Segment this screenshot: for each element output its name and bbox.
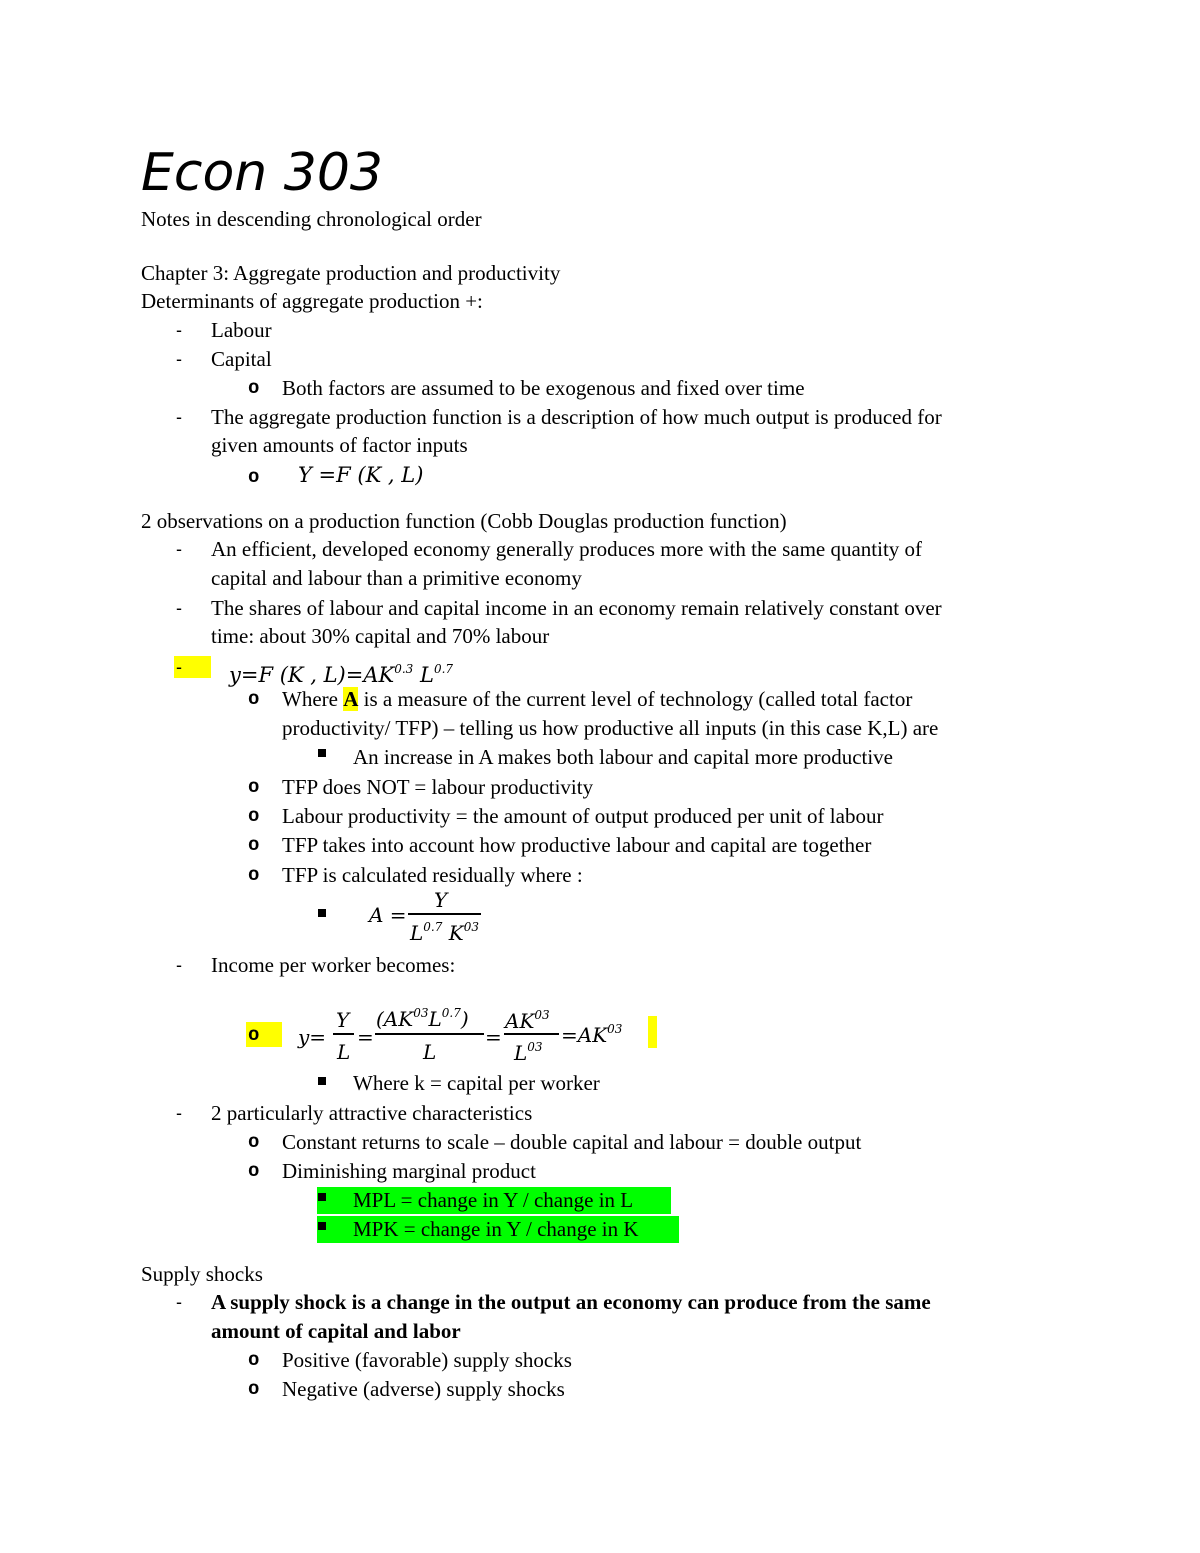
dash-bullet: - (176, 539, 182, 559)
fraction-bar (408, 913, 481, 915)
o-bullet: o (248, 466, 260, 488)
determinant-labour: Labour (211, 318, 272, 342)
dash-bullet: - (176, 955, 182, 975)
where-a-line1: Where A is a measure of the current level of technology (called total factor (282, 687, 913, 711)
page-title: Econ 303 (141, 143, 383, 203)
apf-description-line1: The aggregate production function is a description of how much output is produced for (211, 405, 942, 429)
apf-formula: Y =F (K , L) (298, 463, 424, 487)
o-bullet: o (248, 688, 260, 710)
chapter-heading: Chapter 3: Aggregate production and productivity (141, 261, 561, 285)
ipw-f3-num: AK$^{03}$ (505, 1008, 550, 1033)
highlight-mark (648, 1016, 657, 1048)
square-bullet (318, 909, 326, 917)
ipw-f2-num: $(AK^{03}L^{0.7})$ (376, 1006, 469, 1031)
o-bullet: o (248, 1131, 260, 1153)
ipw-f3-den: $L^{03}$ (514, 1040, 543, 1065)
o-bullet: o (248, 1160, 260, 1182)
observations-heading: 2 observations on a production function (Cobb Douglas production function) (141, 509, 787, 533)
dash-bullet: - (176, 349, 182, 369)
mpk-definition: MPK = change in Y / change in K (353, 1217, 639, 1241)
determinant-capital: Capital (211, 347, 272, 371)
tfp-formula-lhs: A = (369, 903, 407, 927)
observation-1-line2: capital and labour than a primitive economy (211, 566, 582, 590)
o-bullet: o (248, 377, 260, 399)
ipw-eq: = (485, 1025, 502, 1049)
square-bullet (318, 1193, 326, 1201)
square-bullet (318, 1077, 326, 1085)
tfp-formula-numerator: Y (434, 888, 448, 912)
fraction-bar (375, 1033, 484, 1035)
dash-bullet: - (176, 1292, 182, 1312)
square-bullet (318, 1222, 326, 1230)
supply-shock-negative: Negative (adverse) supply shocks (282, 1377, 565, 1401)
observation-2-line1: The shares of labour and capital income in an economy remain relatively constant over (211, 596, 942, 620)
diminishing-product-note: Diminishing marginal product (282, 1159, 536, 1183)
income-per-worker-heading: Income per worker becomes: (211, 953, 456, 977)
fraction-bar (504, 1033, 559, 1035)
o-bullet: o (248, 776, 260, 798)
subtitle: Notes in descending chronological order (141, 207, 482, 231)
where-k-note: Where k = capital per worker (353, 1071, 600, 1095)
observation-1-line1: An efficient, developed economy generally produces more with the same quantity of (211, 537, 923, 561)
dash-bullet: - (176, 320, 182, 340)
cobb-douglas-formula: y=F (K , $L)=AK^{0.3}$ $L^{0.7}$ (229, 662, 454, 687)
supply-shock-positive: Positive (favorable) supply shocks (282, 1348, 572, 1372)
square-bullet (318, 749, 326, 757)
determinants-heading: Determinants of aggregate production +: (141, 289, 483, 313)
o-bullet: o (248, 864, 260, 886)
o-bullet: o (248, 1349, 260, 1371)
dash-bullet: - (176, 598, 182, 618)
attractive-heading: 2 particularly attractive characteristics (211, 1101, 533, 1125)
dash-bullet: - (176, 407, 182, 427)
tfp-point-1: TFP does NOT = labour productivity (282, 775, 594, 799)
tfp-point-4: TFP is calculated residually where : (282, 863, 583, 887)
o-bullet: o (248, 834, 260, 856)
ipw-f2-den: L (423, 1040, 437, 1064)
o-bullet: o (248, 1024, 260, 1046)
ipw-f1-num: Y (336, 1008, 350, 1032)
increase-a-note: An increase in A makes both labour and capital more productive (353, 745, 894, 769)
tfp-point-3: TFP takes into account how productive labour and capital are together (282, 833, 872, 857)
o-bullet: o (248, 805, 260, 827)
constant-returns-note: Constant returns to scale – double capital and labour = double output (282, 1130, 862, 1154)
fraction-bar (333, 1033, 354, 1035)
ipw-y-eq: y= (298, 1025, 327, 1049)
mpl-definition: MPL = change in Y / change in L (353, 1188, 634, 1212)
dash-bullet: - (176, 657, 182, 677)
where-a-line2: productivity/ TFP) – telling us how productive all inputs (in this case K,L) are (282, 716, 939, 740)
supply-shock-definition-line1: A supply shock is a change in the output an economy can produce from the same (211, 1290, 931, 1314)
ipw-eq: = (357, 1025, 374, 1049)
ipw-f1-den: L (337, 1040, 351, 1064)
observation-2-line2: time: about 30% capital and 70% labour (211, 624, 550, 648)
dash-bullet: - (176, 1103, 182, 1123)
supply-shock-definition-line2: amount of capital and labor (211, 1319, 461, 1343)
ipw-result: $=AK^{03}$ (561, 1022, 623, 1047)
o-bullet: o (248, 1378, 260, 1400)
supply-shocks-heading: Supply shocks (141, 1262, 263, 1286)
apf-description-line2: given amounts of factor inputs (211, 433, 468, 457)
tfp-formula-denominator: $L^{0.7}$ $K^{03}$ (410, 920, 479, 945)
exogenous-note: Both factors are assumed to be exogenous and fixed over time (282, 376, 805, 400)
tfp-point-2: Labour productivity = the amount of output produced per unit of labour (282, 804, 884, 828)
